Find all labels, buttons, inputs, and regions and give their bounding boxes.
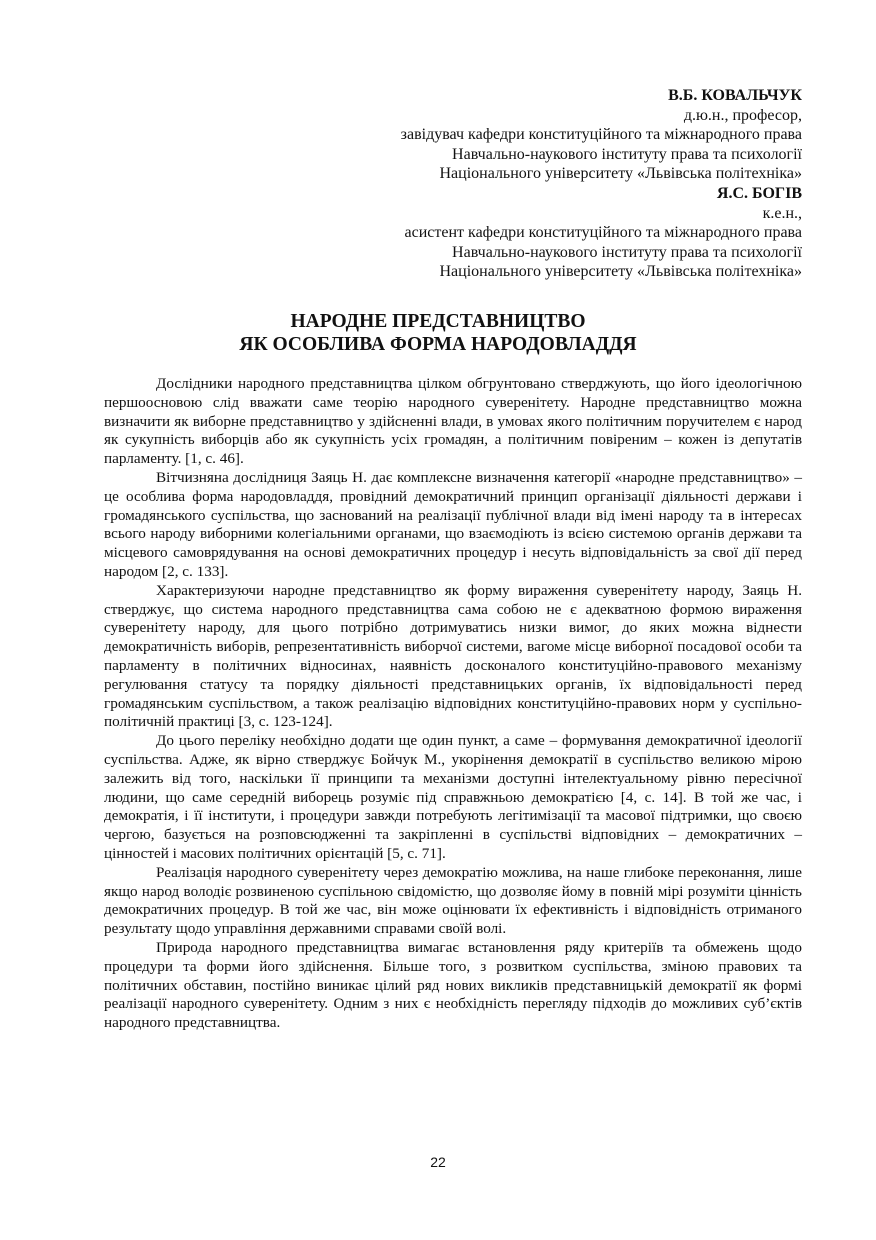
author-block [401, 86, 802, 282]
body-paragraph: Вітчизняна дослідниця Заяць Н. дає комплексне визначення категорії «народне представництво» – це особлива форма народовладдя, провідний демократичний принцип організації діяльності держави і громадянського суспільства, що заснований на реалізації публічної влади від імені народу та в інтересах всього народу виборними колегіальними органами, що взаємодіють із всією системою органів держави та місцевого самоврядування на основі демократичних процедур і несуть відповідальність за свої дії перед народом [2, с. 133]. [104, 468, 802, 580]
page-number: 22 [430, 1154, 446, 1170]
title-line: НАРОДНЕ ПРЕДСТАВНИЦТВО [290, 311, 586, 332]
body-paragraph: До цього переліку необхідно додати ще один пункт, а саме – формування демократичної ідеології суспільства. Адже, як вірно стверджує Бойчук М., укорінення демократії в суспільство великою мірою залежить від того, наскільки її принципи та механізми доступні інтелектуальному рівню пересічної людини, що саме середній виборець розуміє під справжньою демократією [4, с. 14]. В той же час, і демократія, і її інститути, і процедури завжди потребують легітимізації та масової підтримки, що своєю чергою, базується на розповсюдженні та закріпленні в суспільстві відповідних – демократичних – цінностей і масових політичних орієнтацій [5, с. 71]. [104, 732, 802, 862]
author-name: Я.С. БОГІВ [716, 184, 802, 202]
body-paragraph: Природа народного представництва вимагає встановлення ряду критеріїв та обмежень щодо процедури та форми його здійснення. Більше того, з розвитком суспільства, зміною правових та політичних обставин, постійно виникає цілий ряд нових викликів представницькій демократії як формі реалізації народного суверенітету. Одним з них є необхідність перегляду підходів до можливих суб’єктів народного представництва. [104, 938, 802, 1032]
title-line: ЯК ОСОБЛИВА ФОРМА НАРОДОВЛАДДЯ [239, 334, 637, 355]
author-name: В.Б. КОВАЛЬЧУК [668, 87, 802, 104]
author-affiliation-line: Національного університету «Львівська політехніка» [439, 263, 802, 281]
author-affiliation-line: Навчально-наукового інституту права та психології [452, 145, 802, 163]
body-paragraph: Дослідники народного представництва цілком обгрунтовано стверджують, що його ідеологічною першоосновою слід вважати саме теорію народного суверенітету. Народне представництво можна визначити як виборне представництво у здійсненні влади, в умовах якого політичним поручителем є народ як сукупність виборців або як сукупність усіх громадян, а політичним повіреним – кожен із депутатів парламенту. [1, с. 46]. [104, 375, 802, 468]
author-affiliation-line: к.е.н., [762, 204, 802, 222]
author-affiliation-line: д.ю.н., професор, [683, 106, 802, 124]
author-affiliation-line: асистент кафедри конституційного та міжнародного права [404, 224, 802, 242]
body-paragraph: Характеризуючи народне представництво як форму вираження суверенітету народу, Заяць Н. стверджує, що система народного представництва сама собою не є адекватною формою вираження суверенітету народу, для цього потрібно дотримуватись низки вимог, до яких можна віднести демократичність виборів, репрезентативність виборчої системи, вагоме місце виборної посадової особи та парламенту в політичних відносинах, наявність досконалого конституційно-правового механізму регулювання статусу та порядку діяльності представницьких органів, їх відповідальності перед громадянським суспільством, а також реалізацію відповідних конституційно-правових норм у суспільно-політичній практиці [3, с. 123-124]. [104, 581, 802, 731]
author-affiliation-line: завідувач кафедри конституційного та міжнародного права [400, 126, 802, 144]
author-affiliation-line: Національного університету «Львівська політехніка» [439, 165, 802, 183]
body-paragraph: Реалізація народного суверенітету через демократію можлива, на наше глибоке переконання, лише якщо народ володіє розвиненою суспільною свідомістю, що дозволяє йому в повній мірі розуміти цінність демократичних процедур. В той же час, він може оцінювати їх ефективність і відповідність отриманого результату щодо управління державними справами своїй волі. [104, 863, 802, 938]
article-title [0, 310, 876, 356]
article-body [104, 375, 802, 1033]
author-affiliation-line: Навчально-наукового інституту права та психології [452, 243, 802, 261]
